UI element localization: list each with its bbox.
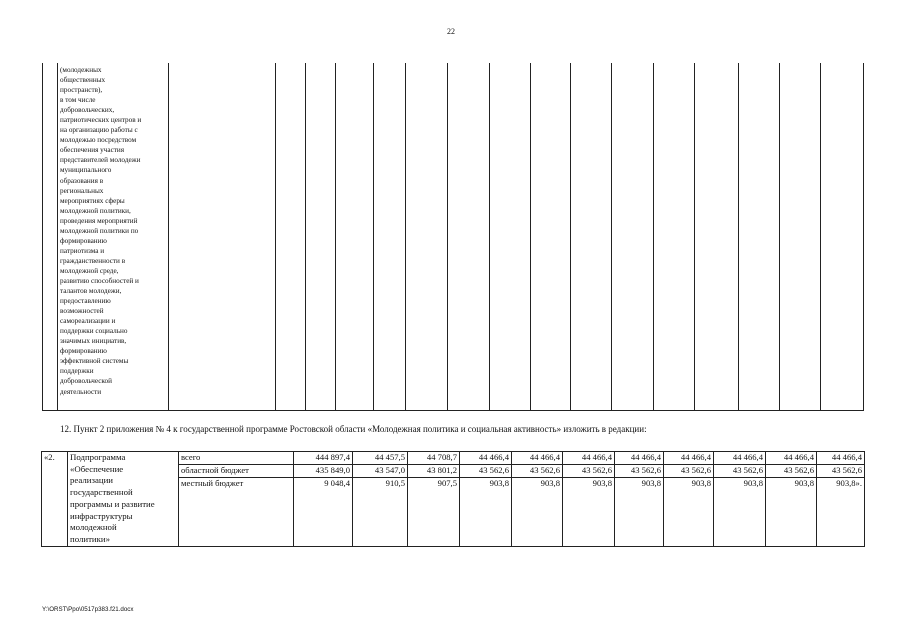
value-cell: 44 457,5 (353, 452, 408, 465)
value-cell: 910,5 (353, 477, 408, 546)
value-cell: 444 897,4 (294, 452, 353, 465)
table-border (335, 63, 336, 411)
funding-source: областной бюджет (179, 464, 294, 477)
table-border (779, 63, 780, 411)
value-cell: 43 562,6 (664, 464, 714, 477)
value-cell: 44 466,4 (512, 452, 563, 465)
subprogram-name: Подпрограмма «Обеспечение реализации государственной программы и развитие инфраструктуры молодежной политики» (68, 452, 179, 547)
funding-table (41, 451, 865, 547)
continuation-table (42, 63, 864, 411)
value-cell: 43 547,0 (353, 464, 408, 477)
value-cell: 903,8 (512, 477, 563, 546)
table-border (305, 63, 306, 411)
table-border (738, 63, 739, 411)
funding-source: всего (179, 452, 294, 465)
value-cell: 903,8 (563, 477, 615, 546)
value-cell: 43 562,6 (563, 464, 615, 477)
value-cell: 44 466,4 (766, 452, 817, 465)
table-border (57, 63, 58, 411)
continuation-text: (молодежных общественных пространств), в том числе добровольческих, патриотических центров и на организацию работы с молодежью посредством обеспечения участия представителей молодежи муниципального образования в региональных мероприятиях сферы молодежной политики, проведения мероприятий молодежной политики по формированию патриотизма и гражданственности в молодежной среде, развитию способностей и талантов молодежи, предоставлению возможностей самореализации и поддержки социально значимых инициатив, формированию эффективной системы поддержки добровольческой деятельности (60, 66, 142, 396)
value-cell: 43 562,6 (817, 464, 865, 477)
table-border (530, 63, 531, 411)
table-border (820, 63, 821, 411)
value-cell: 903,8 (664, 477, 714, 546)
value-cell: 44 466,4 (460, 452, 512, 465)
file-path-footer: Y:\ORST\Ppo\0517p383.f21.docx (42, 606, 134, 613)
table-border (405, 63, 406, 411)
value-cell: 44 466,4 (664, 452, 714, 465)
value-cell: 43 562,6 (460, 464, 512, 477)
table-border (694, 63, 695, 411)
value-cell: 44 708,7 (408, 452, 460, 465)
table-border (653, 63, 654, 411)
value-cell: 44 466,4 (714, 452, 766, 465)
value-cell: 903,8 (615, 477, 664, 546)
value-cell: 44 466,4 (817, 452, 865, 465)
amendment-paragraph: 12. Пункт 2 приложения № 4 к государственной программе Ростовской области «Молодежная политика и социальная активность» изложить в редакции: (60, 424, 647, 434)
value-cell: 43 562,6 (615, 464, 664, 477)
value-cell: 903,8 (460, 477, 512, 546)
funding-source: местный бюджет (179, 477, 294, 546)
row-number: «2. (42, 452, 68, 547)
page-number: 22 (447, 27, 455, 36)
value-cell: 44 466,4 (615, 452, 664, 465)
table-row (42, 452, 865, 465)
table-border (611, 63, 612, 411)
value-cell: 9 048,4 (294, 477, 353, 546)
table-border (42, 63, 43, 411)
table-border (489, 63, 490, 411)
table-border (373, 63, 374, 411)
value-cell: 43 562,6 (766, 464, 817, 477)
value-cell: 43 801,2 (408, 464, 460, 477)
value-cell: 44 466,4 (563, 452, 615, 465)
value-cell: 43 562,6 (714, 464, 766, 477)
table-border (447, 63, 448, 411)
value-cell: 43 562,6 (512, 464, 563, 477)
value-cell: 903,8 (714, 477, 766, 546)
table-border (275, 63, 276, 411)
value-cell: 903,8 (766, 477, 817, 546)
table-border (42, 410, 864, 411)
table-border (863, 63, 864, 411)
value-cell: 435 849,0 (294, 464, 353, 477)
value-cell: 907,5 (408, 477, 460, 546)
value-cell: 903,8». (817, 477, 865, 546)
table-border (570, 63, 571, 411)
